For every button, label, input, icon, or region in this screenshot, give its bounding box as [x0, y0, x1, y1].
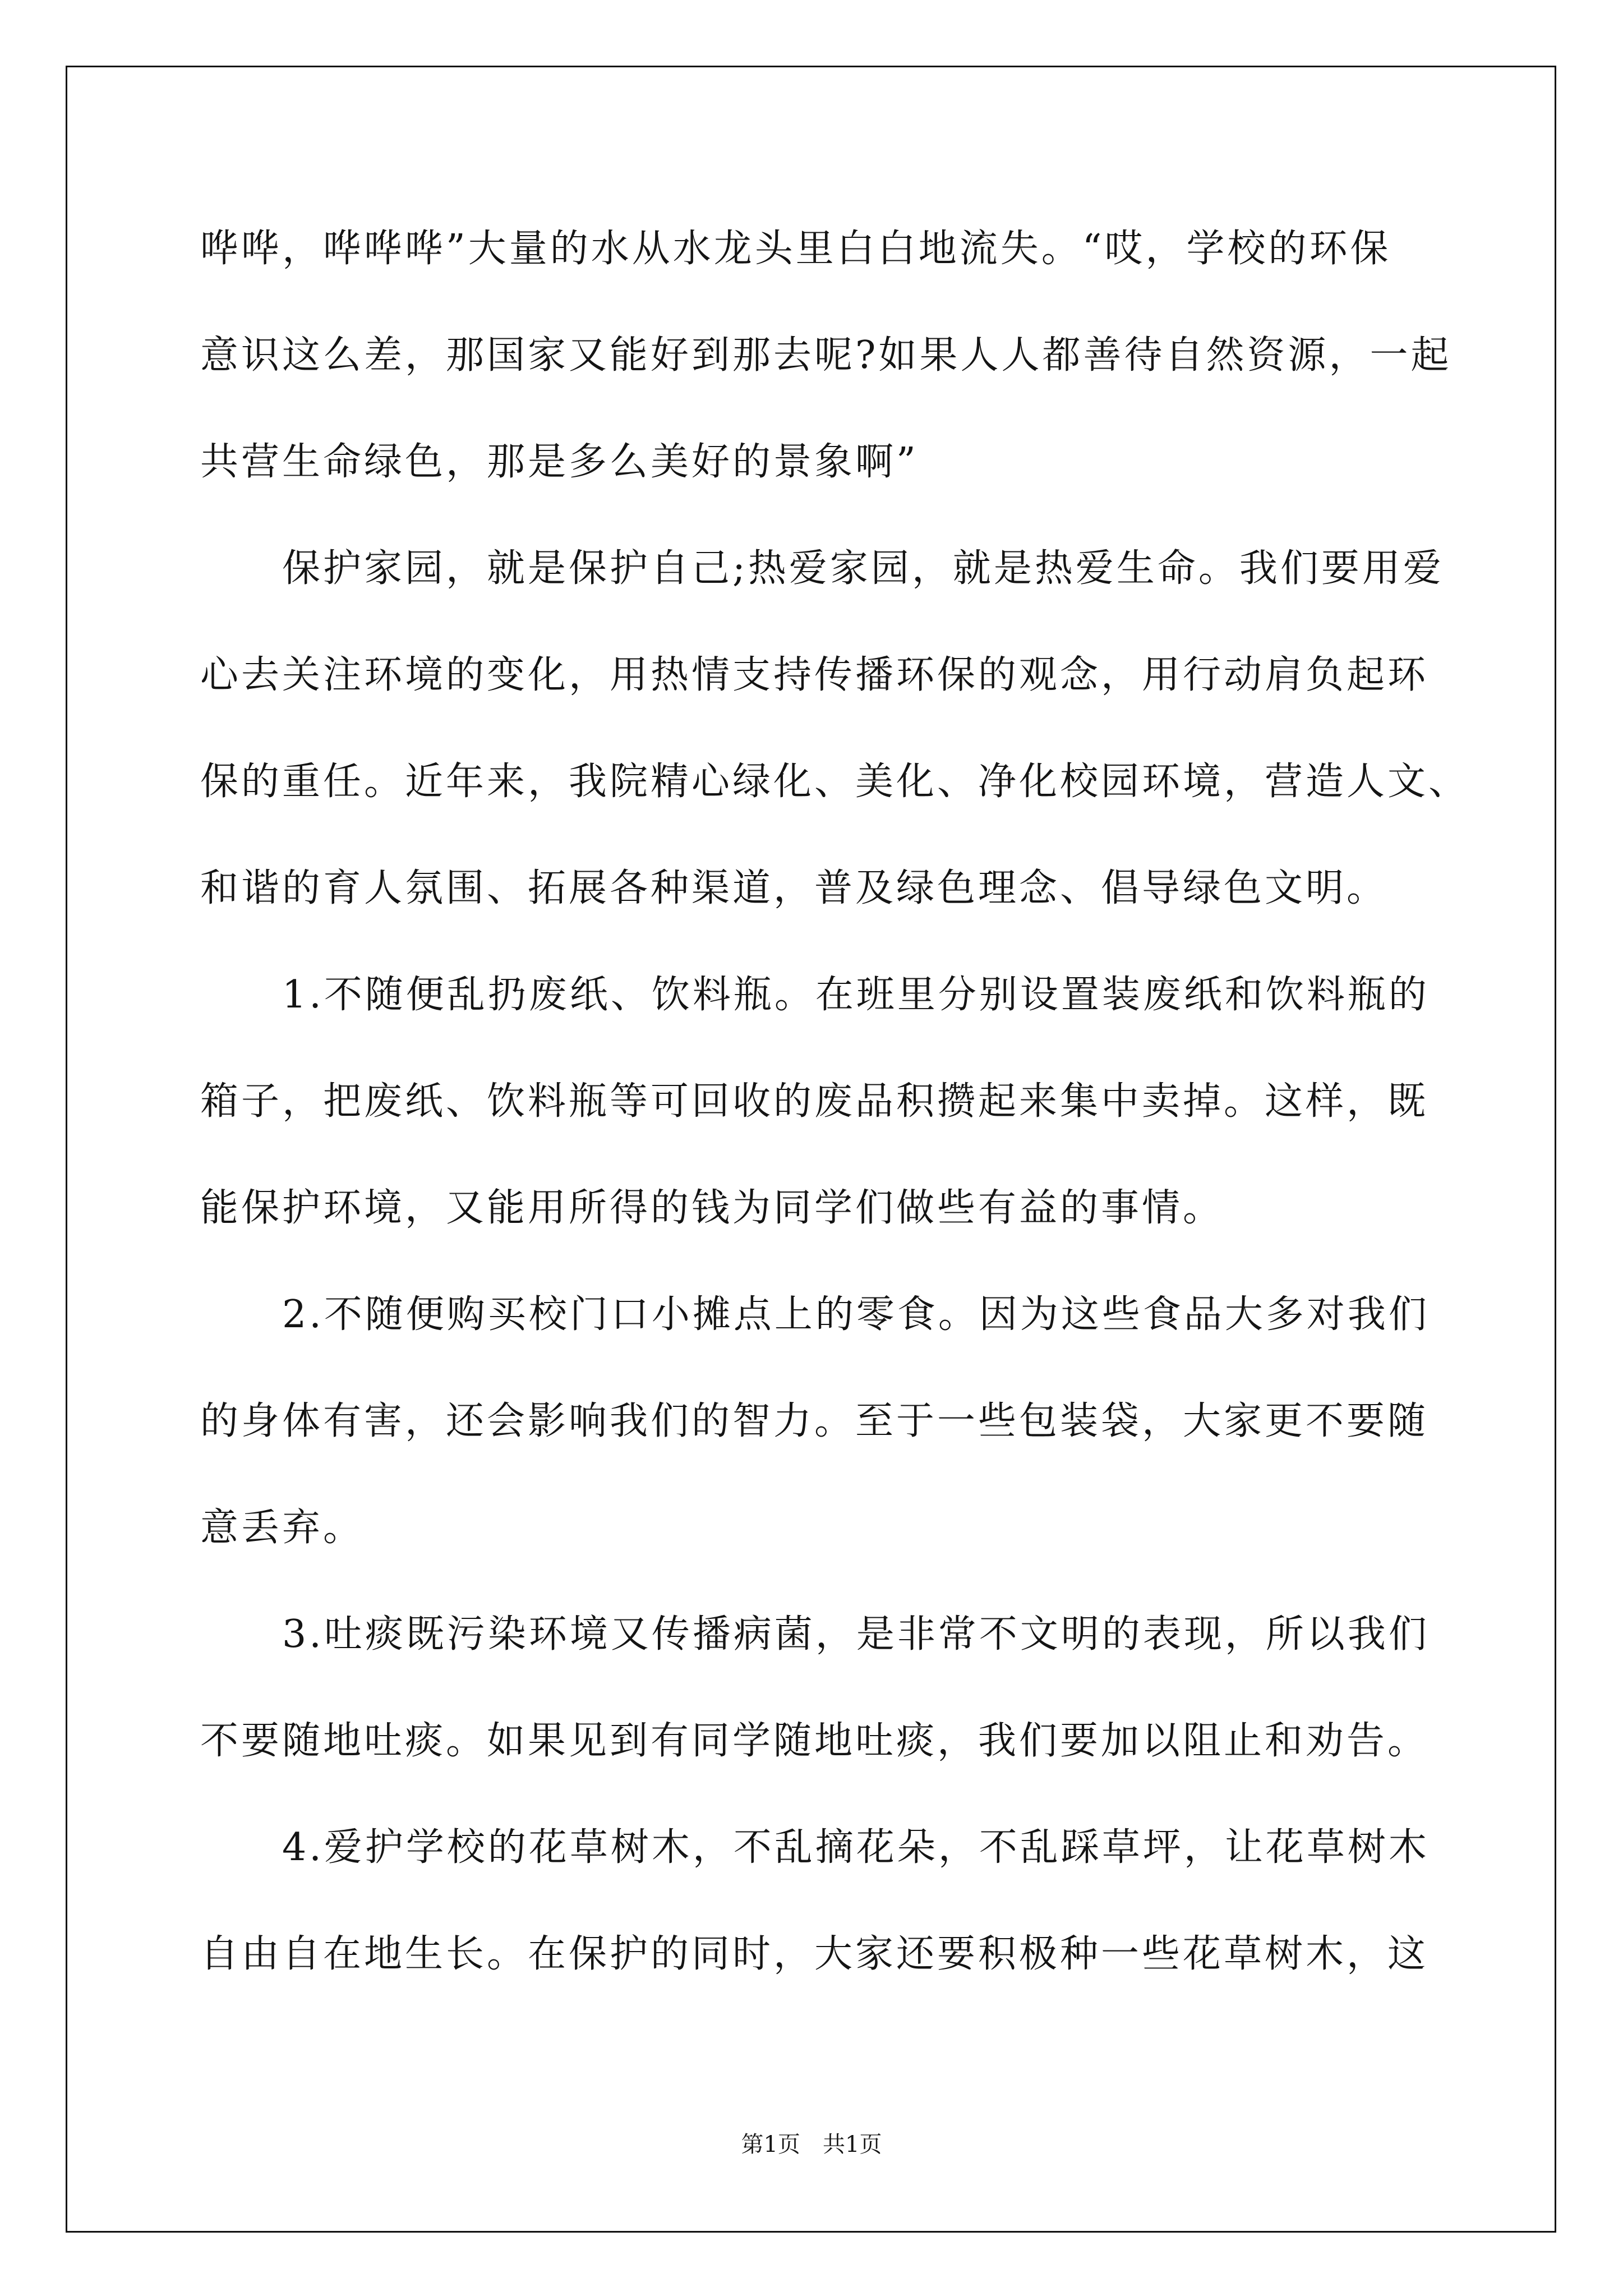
text-line: 3.吐痰既污染环境又传播病菌，是非常不文明的表现，所以我们	[282, 1612, 1430, 1657]
text-line: 哗哗，哗哗哗”大量的水从水龙头里白白地流失。“哎，学校的环保	[200, 227, 1391, 271]
text-line: 能保护环境，又能用所得的钱为同学们做些有益的事情。	[200, 1186, 1224, 1230]
text-line: 1.不随便乱扔废纸、饮料瓶。在班里分别设置装废纸和饮料瓶的	[282, 973, 1430, 1017]
text-line: 4.爱护学校的花草树木，不乱摘花朵，不乱踩草坪，让花草树木	[282, 1825, 1430, 1870]
text-line: 意丢弃。	[200, 1506, 365, 1550]
paragraph-protect-home	[200, 516, 1490, 942]
text-line: 心去关注环境的变化，用热情支持传播环保的观念，用行动肩负起环	[200, 653, 1429, 697]
page-footer: 第1页 共1页	[741, 2132, 882, 2157]
paragraph-water-waste	[200, 196, 1490, 516]
text-line: 自由自在地生长。在保护的同时，大家还要积极种一些花草树木，这	[200, 1932, 1429, 1976]
text-line: 和谐的育人氛围、拓展各种渠道，普及绿色理念、倡导绿色文明。	[200, 866, 1388, 910]
paragraph-item-2	[200, 1262, 1490, 1581]
text-line: 的身体有害，还会影响我们的智力。至于一些包装袋，大家更不要随	[200, 1399, 1429, 1443]
text-line: 保护家园，就是保护自己;热爱家园，就是热爱生命。我们要用爱	[282, 546, 1444, 591]
text-line: 保的重任。近年来，我院精心绿化、美化、净化校园环境，营造人文、	[200, 760, 1470, 804]
paragraph-item-1	[200, 942, 1490, 1262]
paragraph-item-3	[200, 1581, 1490, 1795]
body-text	[200, 196, 1490, 2008]
text-line: 不要随地吐痰。如果见到有同学随地吐痰，我们要加以阻止和劝告。	[200, 1719, 1429, 1763]
text-line: 共营生命绿色，那是多么美好的景象啊”	[200, 440, 919, 484]
text-line: 意识这么差，那国家又能好到那去呢?如果人人都善待自然资源，一起	[200, 333, 1452, 378]
text-line: 2.不随便购买校门口小摊点上的零食。因为这些食品大多对我们	[282, 1292, 1430, 1337]
paragraph-item-4	[200, 1795, 1490, 2008]
text-line: 箱子，把废纸、饮料瓶等可回收的废品积攒起来集中卖掉。这样，既	[200, 1079, 1429, 1124]
